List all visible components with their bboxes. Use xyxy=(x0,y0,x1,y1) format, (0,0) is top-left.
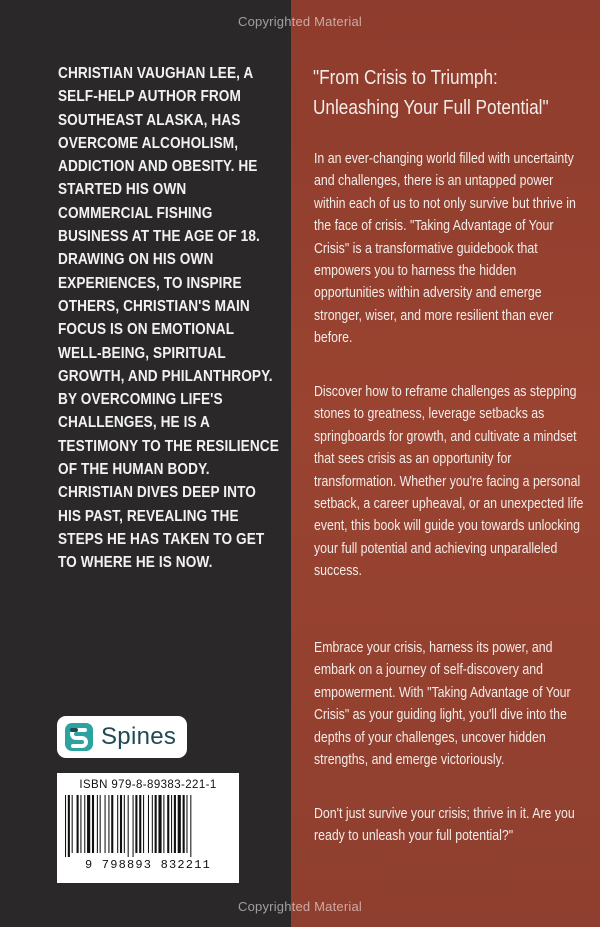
barcode-stripe xyxy=(163,795,164,853)
barcode-stripe xyxy=(155,795,157,853)
barcode-bars xyxy=(63,795,233,857)
description-paragraph-4: Don't just survive your crisis; thrive in it. Are you ready to unleash your full potential?" xyxy=(314,806,575,845)
barcode-stripe xyxy=(80,795,81,853)
barcode-stripe xyxy=(117,795,118,853)
isbn-barcode xyxy=(57,773,239,883)
barcode-stripe xyxy=(72,795,73,853)
spines-logo-icon xyxy=(63,721,95,753)
barcode-stripe xyxy=(139,795,141,853)
barcode-stripe xyxy=(100,795,101,853)
barcode-stripe xyxy=(183,795,185,853)
barcode-stripe xyxy=(120,795,122,853)
barcode-stripe xyxy=(148,795,149,853)
barcode-stripe xyxy=(97,795,98,853)
barcode-stripe xyxy=(87,795,90,853)
barcode-stripe xyxy=(92,795,94,853)
barcode-stripe xyxy=(158,795,161,853)
barcode-stripe xyxy=(190,795,191,857)
barcode-stripe xyxy=(152,795,153,853)
book-title: "From Crisis to Triumph: Unleashing Your Full Potential" xyxy=(313,67,549,119)
barcode-stripe xyxy=(77,795,79,853)
barcode-stripe xyxy=(124,795,125,853)
barcode-stripe xyxy=(111,795,113,853)
description-paragraph-3: Embrace your crisis, harness its power, and embark on a journey of self-discovery and empowerment. With "Taking Advantage of Your Crisis" as your guiding light, you'll dive into the depths of your challenges, uncover hidden strengths, and emerge victoriously. xyxy=(314,640,571,769)
publisher-logo xyxy=(57,716,187,758)
description-paragraph-1: In an ever-changing world filled with uncertainty and challenges, there is an untapped power within each of us to not only survive but thrive in the face of crisis. "Taking Advantage of Your Crisis" is a transformative guidebook that empowers you to harness the hidden opportunities within adversity and emerge stronger, wiser, and more resilient than ever before. xyxy=(314,151,576,347)
barcode-stripe xyxy=(68,795,70,857)
barcode-stripe xyxy=(105,795,106,853)
barcode-stripe xyxy=(174,795,176,853)
barcode-stripe xyxy=(178,795,181,853)
barcode-stripe xyxy=(128,795,129,857)
barcode-stripe xyxy=(186,795,187,853)
publisher-name: Spines xyxy=(101,723,177,750)
barcode-stripe xyxy=(167,795,169,853)
isbn-label: ISBN 979-8-89383-221-1 xyxy=(79,779,217,791)
author-bio: CHRISTIAN VAUGHAN LEE, A SELF-HELP AUTHOR FROM SOUTHEAST ALASKA, HAS OVERCOME ALCOHOLISM, ADDICTION AND OBESITY. HE STARTED HIS OWN COMMERCIAL FISHING BUSINESS AT THE AGE OF 18. DRAWING ON HIS OWN EXPERIENCES, TO INSPIRE OTHERS, CHRISTIAN'S MAIN FOCUS IS ON EMOTIONAL WELL-BEING, SPIRITUAL GROWTH, AND PHILANTHROPY. BY OVERCOMING LIFE'S CHALLENGES, HE IS A TESTIMONY TO THE RESILIENCE OF THE HUMAN BODY. CHRISTIAN DIVES DEEP INTO HIS PAST, REVEALING THE STEPS HE HAS TAKEN TO GET TO WHERE HE IS NOW. xyxy=(58,65,279,572)
barcode-stripe xyxy=(65,795,66,857)
description-paragraph-2: Discover how to reframe challenges as stepping stones to greatness, leverage setbacks as springboards for growth, and cultivate a mindset that sees crisis as an opportunity for transformation. Whether you're facing a personal setback, a career upheaval, or an unexpected life event, this book will guide you towards unlocking your full potential and achieving unparalleled success. xyxy=(314,384,584,580)
barcode-stripe xyxy=(171,795,172,853)
barcode-stripe xyxy=(108,795,109,853)
barcode-stripe xyxy=(133,795,134,857)
watermark-top: Copyrighted Material xyxy=(238,14,362,29)
barcode-stripe xyxy=(135,795,137,853)
barcode-stripe xyxy=(143,795,144,853)
watermark-bottom: Copyrighted Material xyxy=(238,899,362,914)
barcode-digits: 9 798893 832211 xyxy=(84,858,212,872)
barcode-stripe xyxy=(84,795,85,853)
